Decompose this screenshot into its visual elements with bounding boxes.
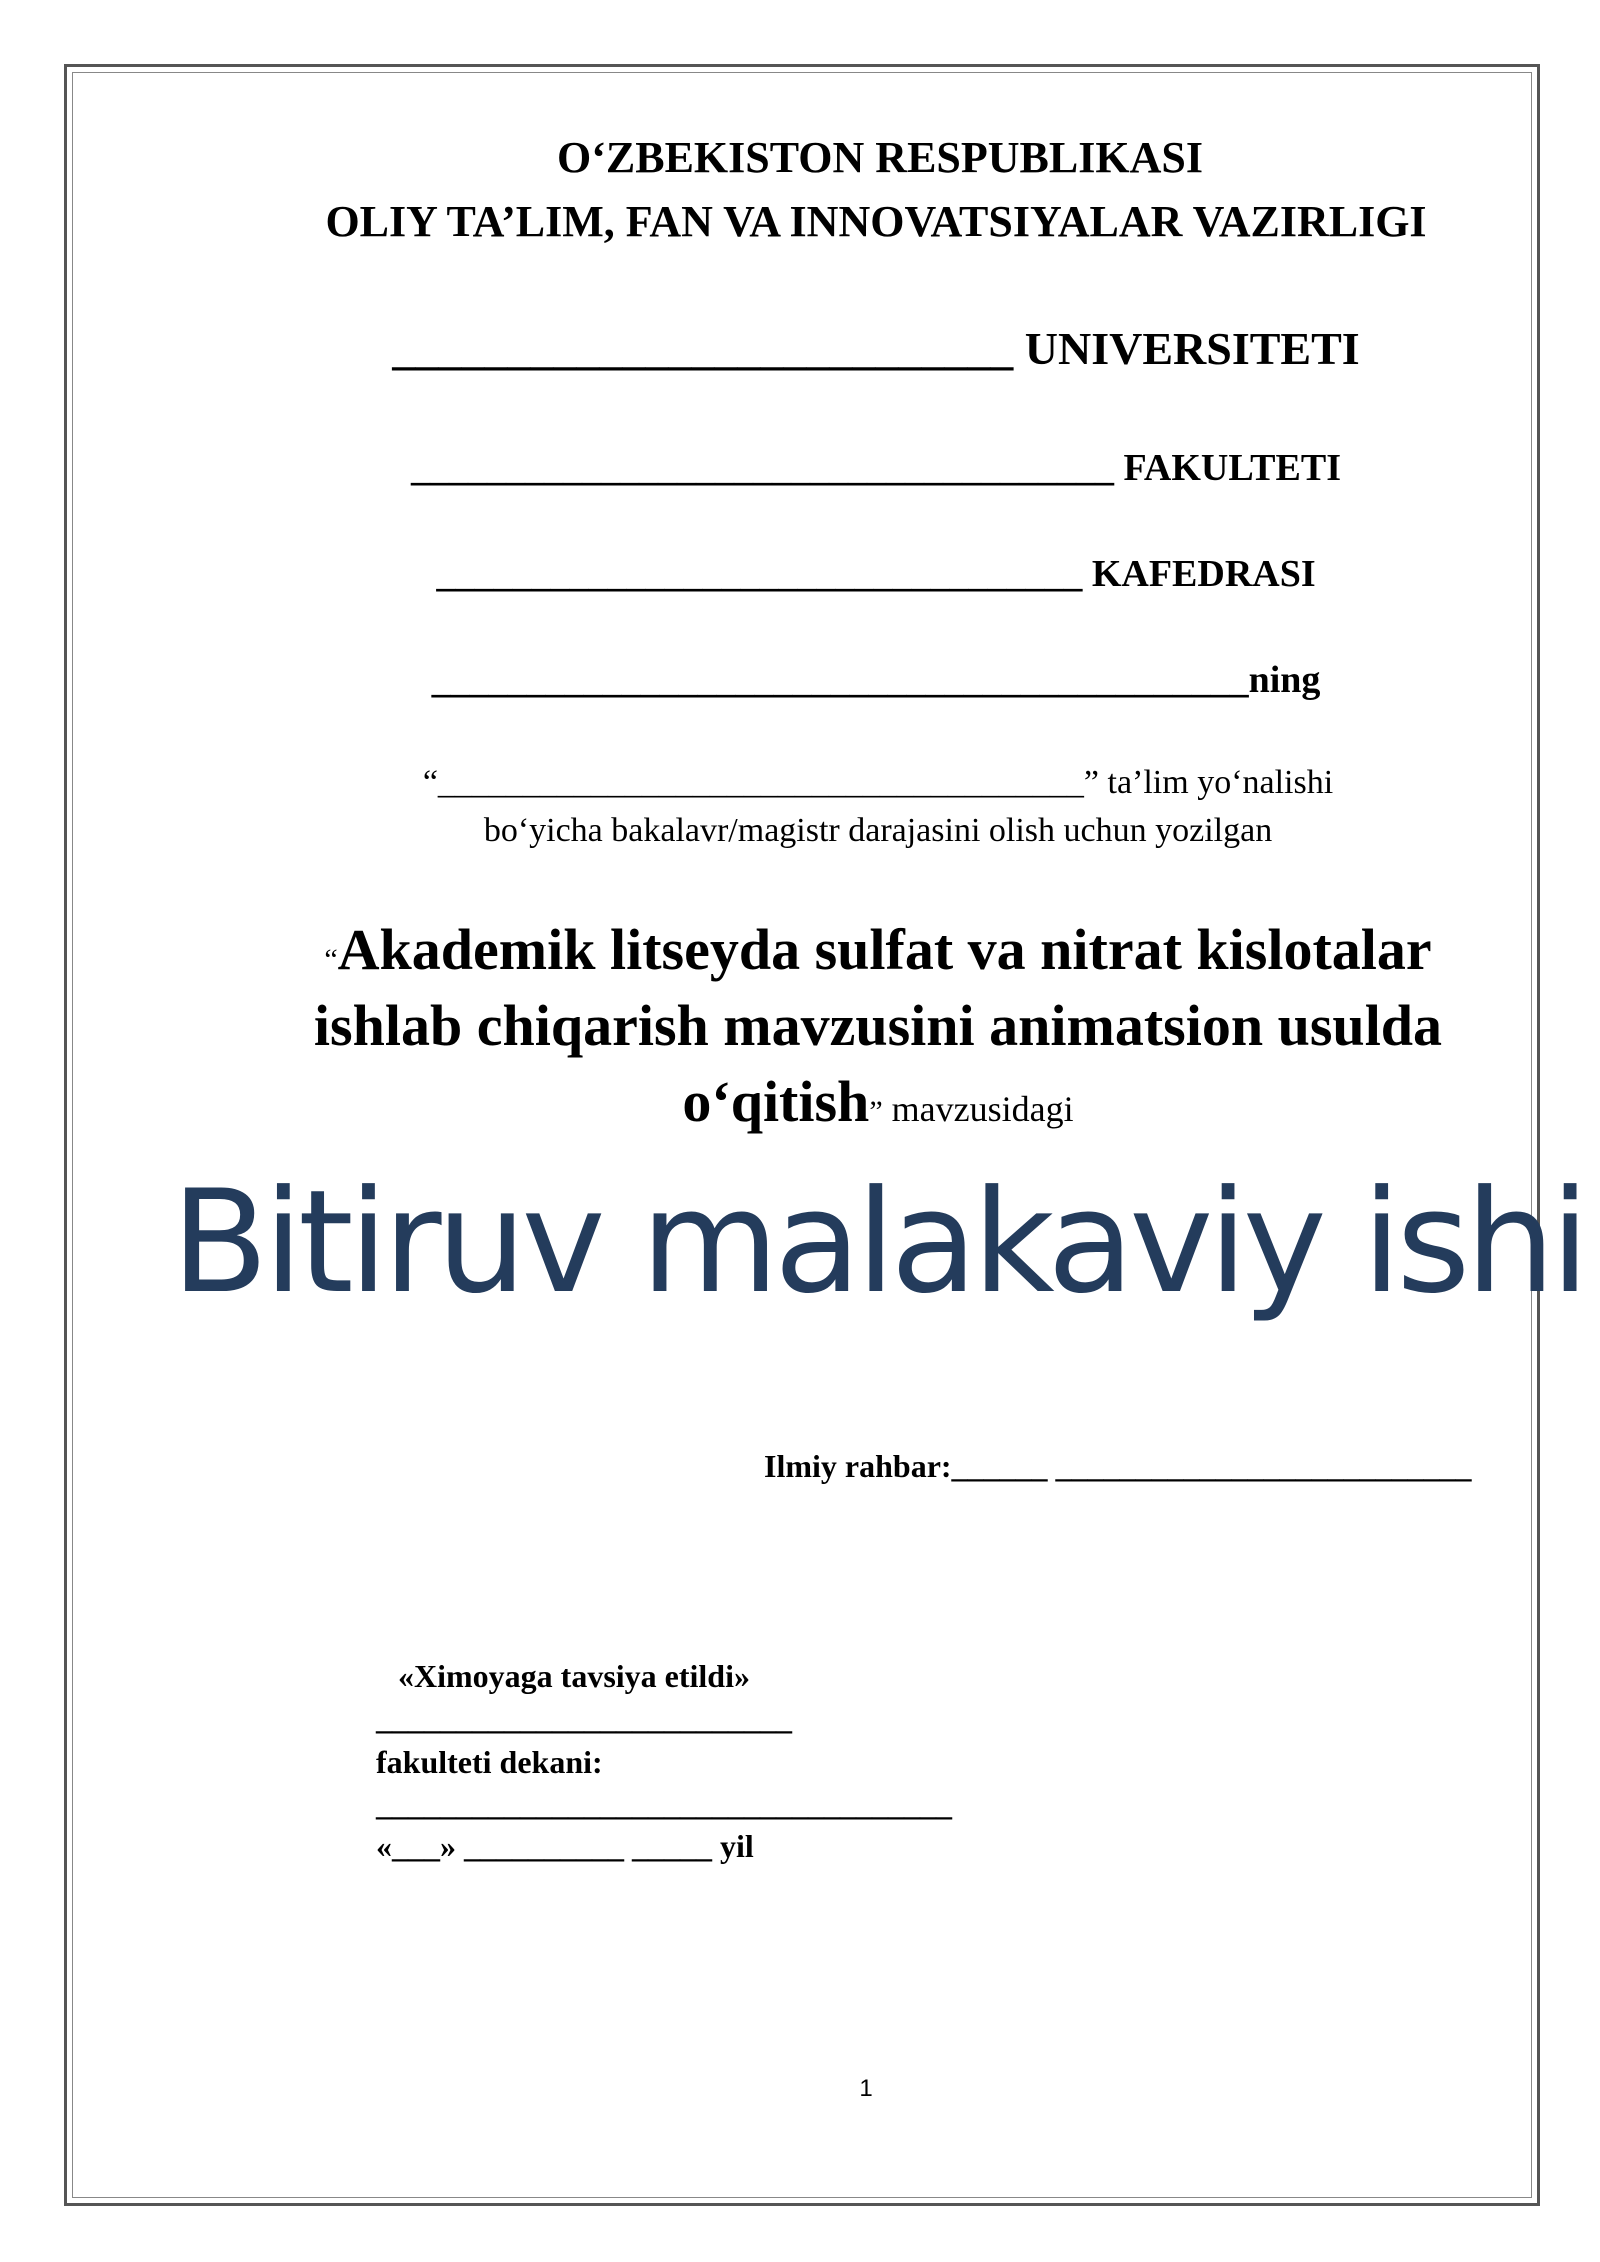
study-direction-line: “______________________________________” ta’lim yo‘nalishi xyxy=(422,764,1334,801)
faculty-line: _____________________________________ FAKULTETI xyxy=(410,447,1342,489)
topic-title-line3 xyxy=(78,1064,1600,1150)
topic-suffix: mavzusidagi xyxy=(882,1089,1074,1129)
recommendation-blank: __________________________ xyxy=(376,1700,792,1736)
supervisor-line: Ilmiy rahbar:______ __________________________ xyxy=(764,1448,1472,1484)
page-number: 1 xyxy=(859,2075,873,2102)
recommendation-label: «Ximoyaga tavsiya etildi» xyxy=(398,1658,750,1694)
dean-label: fakulteti dekani: xyxy=(376,1744,603,1780)
topic-open-quote: “ xyxy=(324,943,338,976)
topic-title-line2: ishlab chiqarish mavzusini animatsion usulda xyxy=(313,993,1443,1058)
header-country: O‘ZBEKISTON RESPUBLIKASI xyxy=(557,133,1203,182)
header-ministry: OLIY TA’LIM, FAN VA INNOVATSIYALAR VAZIRLIGI xyxy=(325,197,1427,246)
topic-title-text1: Akademik litseyda sulfat va nitrat kislotalar xyxy=(337,917,1432,982)
dean-blank: ____________________________________ xyxy=(376,1786,952,1822)
topic-title-text3: o‘qitish xyxy=(682,1069,870,1134)
work-type-heading: Bitiruv malakaviy ishi xyxy=(171,1160,1585,1325)
date-line: «___» __________ _____ yil xyxy=(376,1828,754,1864)
topic-title-line1 xyxy=(78,912,1600,998)
university-line: ___________________________ UNIVERSITETI xyxy=(392,323,1360,374)
department-line: __________________________________ KAFEDRASI xyxy=(436,553,1316,595)
topic-close-quote: ” xyxy=(869,1095,883,1128)
degree-line: bo‘yicha bakalavr/magistr darajasini olish uchun yozilgan xyxy=(483,812,1273,849)
student-name-line: ___________________________________________ning xyxy=(431,659,1321,701)
